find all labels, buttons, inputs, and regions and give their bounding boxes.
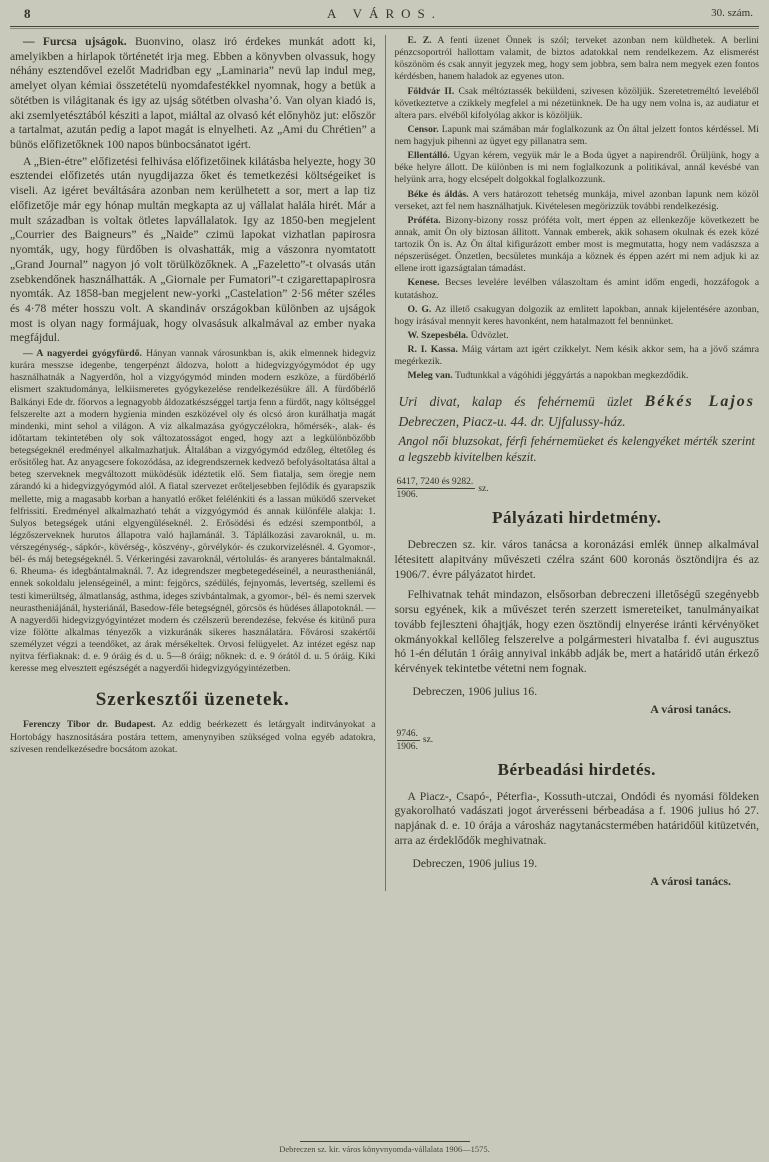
reference-suffix: sz. xyxy=(478,483,489,494)
article-furcsa-ujsagok-continued xyxy=(10,155,376,346)
advertisement-bekes-lajos xyxy=(399,392,756,465)
message-addressee: R. I. Kassa. xyxy=(407,344,458,355)
message-addressee: O. G. xyxy=(407,303,432,315)
reference-year: 1906. xyxy=(396,741,418,752)
section-heading-szerkesztoi-uzenetek: Szerkesztői üzenetek. xyxy=(95,689,290,711)
editor-message xyxy=(395,86,760,122)
issue-number: 30. szám. xyxy=(711,7,753,19)
ad-line1: Uri divat, kalap és fehérnemü üzlet xyxy=(398,394,633,410)
message-text: Üdvözlet. xyxy=(470,329,509,341)
notice-heading: Bérbeadási hirdetés. xyxy=(497,759,656,779)
editor-message xyxy=(395,150,760,186)
reference-year: 1906. xyxy=(396,490,418,501)
message-text: Az illető csakugyan dolgozik az emlitett lapokban, annak kijelentésére azonban, hogy irásával mennyit keres havonként, nem hatalmazott fel bennünket. xyxy=(394,303,759,327)
message-addressee: Censor. xyxy=(407,123,439,135)
editor-message xyxy=(395,215,760,276)
message-addressee: Béke és áldás. xyxy=(407,188,469,200)
ad-brand-name: Békés Lajos xyxy=(644,393,756,411)
article-lead: — A nagyerdei gyógyfürdő. xyxy=(23,348,142,360)
notice-paragraph: A Piacz-, Csapó-, Péterfia-, Kossuth-utczai, Ondódi és nyomási földeken gyakorolható vadászati jogot árverésseni bérbeadása a f. 1906 julius hó 27. napjának d. e. 10 órája a városház nagytanácstermében határidőül kitüzetvén, arra az érdeklődők meghivatnak. xyxy=(394,789,759,847)
ad-line2: Debreczen, Piacz-u. 44. dr. Ujfalussy-ház. xyxy=(398,414,626,430)
notice-paragraph: Felhivatnak tehát mindazon, elsősorban debreczeni illetőségű szegényebb sorsu egyének, kik a művészet terén szerzett ismereteiket, tanulmányaikat tovább fejleszteni óhajtják, hogy ezen ösztöndij elnyerése iránti kérvényöket okmányokkal kellőleg felszerelve a polgármesteri hivatalba f. évi augusztus hó 1-én délután 1 óráig annyival inkább adják be, mert a határidő után érkező kérvények tekintetbe vétetni nem fognak. xyxy=(394,588,759,675)
editor-message xyxy=(395,344,760,368)
editor-message xyxy=(395,277,760,301)
ad-headline xyxy=(399,392,756,430)
editor-message xyxy=(395,370,760,382)
newspaper-title: A VÁROS. xyxy=(326,6,442,21)
editor-message xyxy=(395,304,760,328)
message-addressee: Kenese. xyxy=(407,277,440,289)
right-column xyxy=(385,35,760,891)
message-addressee: Ferenczy Tibor dr. Budapest. xyxy=(23,719,156,731)
page-number: 8 xyxy=(24,6,31,21)
notice-paragraph: Debreczen sz. kir. város tanácsa a koronázási emlék ünnep alkalmával létesitett alapitvány művészeti czélra szánt 600 koronás ösztöndijra és az 1906/7. évre pályázatot hirdet. xyxy=(394,538,759,581)
editor-message xyxy=(395,189,760,213)
editor-message xyxy=(395,330,760,342)
left-column xyxy=(10,35,385,891)
message-text: A fenti üzenet Önnek is szól; terveket azonban nem küldhetek. A berlini pénzcsoportról hallottam valamit, de biztos adatokkal nem rendelkezem. Az elismerést köszönöm és csak annyit jegyzek meg, hogy sem jobbra, sem balra nem megyek ezen fontos kérdésben, hanem haladok az egyenes uton. xyxy=(394,35,759,83)
article-nagyerdei-gyogyfurdo xyxy=(10,348,376,675)
notice-palyazati-hirdetmeny xyxy=(395,477,760,716)
reference-suffix: sz. xyxy=(422,735,434,746)
page-footer xyxy=(0,1141,769,1154)
reference-number xyxy=(397,477,760,500)
printer-imprint: Debreczen sz. kir. város könyvnyomda-vállalata 1906—1575. xyxy=(279,1144,490,1154)
message-addressee: W. Szepesbéla. xyxy=(407,329,469,341)
message-text: Bizony-bizony rossz próféta volt, mert éppen az ellenkezője következett be annak, amit Ön oly biztosan állitott. Vannak emberek, akik sohasem okulnak és ezek közé tartozik Ön is. Az Ön által kifigurázott ember most is megmutatta, hogy nem vadászsza a népszerüséget. Önzetlen, becsületes munkája a köznek és éppen azért mi nem adjuk ki az ellene irott igazságtalan támadást. xyxy=(394,214,760,275)
message-text: Csak méltóztassék beküldeni, szivesen közöljük. Szeretetreméltó leveléből következtetve a czikkely megfelel a mi nézetünknek. De ha ugy nem volna is, az audiatur et altera pars. elvéből kifolyólag akkor is közöljük. xyxy=(394,85,760,121)
message-text: Lapunk mai számában már foglalkozunk az Ön által jelzett fontos kérdéssel. Mi nem hagyjuk pihenni az ügyet egy pillanatra sem. xyxy=(394,123,759,147)
notice-heading: Pályázati hirdetmény. xyxy=(492,508,662,528)
message-text: Becses levelére levélben válaszoltam és amint időm engedi, hozzáfogok a kutatáshoz. xyxy=(394,277,759,301)
message-addressee: Földvár II. xyxy=(407,85,455,97)
editor-message xyxy=(395,35,760,84)
reference-numbers: 9746. xyxy=(396,728,418,739)
notice-date: Debreczen, 1906 julius 19. xyxy=(412,856,538,870)
reference-fraction xyxy=(397,477,476,500)
editor-message xyxy=(395,124,760,148)
message-text: Tudtunkkal a vágóhidi jéggyártás a napokban megkezdődik. xyxy=(454,370,689,382)
message-addressee: Meleg van. xyxy=(407,370,453,382)
masthead-rule xyxy=(10,26,759,29)
article-text: Buonvino, olasz iró érdekes munkát adott ki, amelyikben a hirlapok történetét irja meg. Ebben a könyvben olvassuk, hogy néhány esztendővel ezelőt Madridban egy „Laminaria” nevü lap indul meg, amelyet olyan kémiai összetételü nyomdafestékkel nyomnak, hogy a betük a sötétben is világitanak és igy az ujság sötétben olvasha’ó. Van olyan kiadó is, aki zsemlyetésztából késziti a lapot, miáltal az olvasó két előnyhöz jut: először a tartalmat, azután pedig a lapot magát is elnyelheti. Az „Ami du Chrétien” a bünös előfizetőknek 100 napos bünbocsánatot igért. xyxy=(10,35,376,152)
footer-rule xyxy=(300,1141,470,1142)
ad-body-text: Angol női bluzsokat, férfi fehérnemüeket és kelengyéket mérték szerint a legszebb kivitelben készit. xyxy=(398,433,755,464)
message-addressee: Ellentálló. xyxy=(407,150,450,162)
article-text: Hányan vannak városunkban is, akik elmennek hidegviz kurára messzse idegenbe, tengerpénzt áldozva, holott a hidegvizgyógymódot ép ugy használhatnák a Nagyerdőn, hol a vizgyógymód minden modern eszköze, a fürdőbérlő elismert szaktudománya, lelkiismeretes gyógykezelése rendelkezésükre áll. A fürdőbérlő Balkányi Ede dr. főorvos a legnagyobb áldozatkészséggel tartja fenn a fürdőt, nagy költséggel felszerelte azt a modern hygienia minden eszközével oly és olcsó áron kurálhatja magát mindenki, mint sehol a világon. A viz alkalmazása gyógyczélokra, hőmérsék-, alak- és időtartam tekintetében oly sok változatosságot enged, hogy azt a legkülönbözőbb betegségeknél eredményel alkalmazhatjuk. Általában a vizgyógymód edzőleg, éltetőleg és erősitőleg hat. Az anyagcsere fokozódása, az idegrendszernek kedvező befolyásoltatása által a beteg szerveknek megváltozott müködésük idéztetik elő. Sem fiatalja, sem öregje nem zárandó ki a hidegvizgyógymód alól. A fiatal szervezet erőteljesebben fejlődik és gyarapszik mellette, mig a magasabb korban a hanyatló erőket felélénkiti és a lassan müködő szerveket felfrissiti. Eredményel alkalmazható tehát a vizgyógymód és annak különféle alakja: 1. Sulyos betegségek utáni elgyengüléseknél. 2. Erősödési és edzési szempontból, a légzőszerveknek hurutos állapotra való hajlamánál. 3. Táplálkozási zavaroknál, u. m. vérszegénység-, sápkór-, kövérség-, köszvény-, görvélykór- és czukorvizelésnél. 4. Gyomor-, bél- és máj betegségeknél. 5. Vérkeringési zavaroknál, vértolulás- és aranyeres bántalmaknál. 6. Rheuma- és idegbántalmaknál. 7. Az idegrendszer megbetegedéseinél, a neurastheniánál, ennek sokoldalu jelenségeinél, a mint: fejgörcs, szédülés, fejnyomás, levertség, szellemi és testi kimerültség, álmatlanság, asthma, ideges szivbántalmak, a gyomor-, bél- és nemi szervek neurastheniájánál, hysteriánál, Basedow-féle betegségnél, görcsös és hüdéses állapotoknál. — A nagyerdői hidegvizgyógyintézet modern és czélszerü berendezése, fekvése és kitünő pura vize fölötte alkalmas tényezők a vizkuránák sikeres használatára. Fővárosi szakértői személyzet végzi a teendőket, az árak mérsékeltek. Orvosi felügyelet. Az intézet egész nap nyitva férfiaknak: d. e. 9 óráig és d. u. 5—8 óráig; nőknek: d. e. 9 órától d. u. 5 óráig. Kiki keresse meg elvesztett egészségét a nagyerdői hidegvizgyógyintézetben. xyxy=(10,348,376,675)
body-columns xyxy=(10,35,759,891)
reference-numbers: 6417, 7240 és 9282. xyxy=(396,477,474,488)
message-text: Ugyan kérem, vegyük már le a Boda ügyet a napirendről. Örüljünk, hogy a béke helyre állott. De különben is mi nem foglalkozunk a politikával, annál kevésbé van helyünk arra, hogy elcsépelt dolgokkal foglalkozzunk. xyxy=(394,150,760,186)
notice-signature: A városi tanács. xyxy=(650,873,731,888)
message-addressee: Próféta. xyxy=(407,214,441,226)
message-addressee: E. Z. xyxy=(407,35,432,46)
message-text: A vers határozott tehetség munkája, mivel azonban lapunk nem közöl verseket, azt fel nem használhatjuk. Kivételesen megörizzük további rendelkezésig. xyxy=(394,188,759,212)
masthead xyxy=(10,6,759,24)
message-text: Máig vártam azt igért czikkelyt. Nem késik akkor sem, ha a jövő számra megérkezik. xyxy=(394,344,760,368)
notice-signature: A városi tanács. xyxy=(650,701,731,716)
message-text: Az eddig beérkezett és letárgyalt inditványokat a Hortobágy hasznositására postára tettem, amenynyiben szükséged volna egyéb adatokra, szivesen rendelkezésedre bocsátom azokat. xyxy=(10,719,376,755)
notice-berbeadasi-hirdetes xyxy=(395,729,760,889)
reference-fraction xyxy=(397,729,420,752)
editor-message xyxy=(10,719,376,755)
article-furcsa-ujsagok xyxy=(10,35,376,153)
notice-date: Debreczen, 1906 julius 16. xyxy=(412,684,538,698)
article-text: A „Bien-étre” előfizetési felhivása előfizetőinek kilátásba helyezte, hogy 30 esztendei előfizetés után nyugdijazza őket és temetkezési költségeiket is viseli. Az igéret beváltására azonban nem kerülhetett a sor, mert a lap tiz előfizetője már egy hónap multán megkapta az uj vállalat halála hirét. Már a mult században is voltak ötletes lapvállalatok. Igy az 1850-ben megjelent „Courrier des Baigneurs” és „Naide” czimü lapokat vizhatlan papirosra nyomták, ugy, hogy fürdőben is olvashatták, mig a vászonra nyomtatott „Grand Journal” nagyon jó volt törülközőknek. A „Fazeletto”-t olvasás után zsebkendőnek használhatták. A „Giornale per Fumatori”-t czigarettapapirosra nyomták. Az 1858-ban megjelent new-yorki „Castelation” 2·56 méter széles és 4·78 méter hosszu volt. A skandináv országokban különben az ujságok most is olyan nagy formájuak, hogy olvasásuk alkalmával az ember nyaka megfájdul. xyxy=(10,154,376,345)
article-lead: — Furcsa ujságok. xyxy=(23,35,127,48)
reference-number xyxy=(397,729,760,752)
